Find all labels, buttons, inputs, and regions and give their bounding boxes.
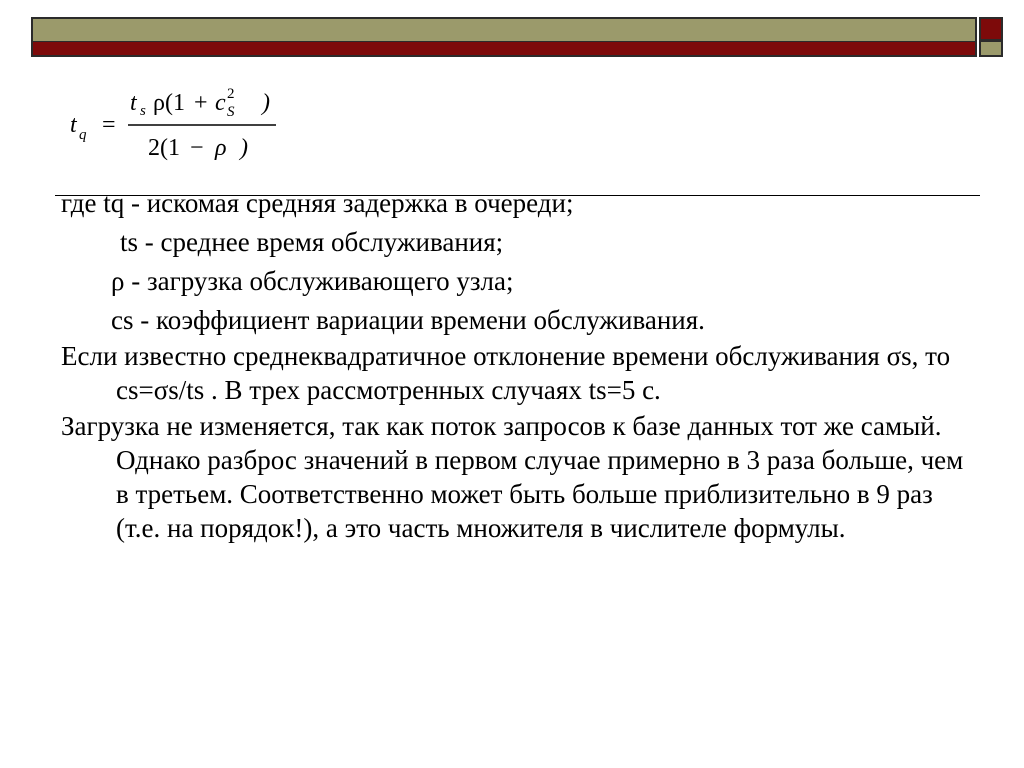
formula-den-rho: ρ	[215, 135, 227, 161]
paragraph-load: Загрузка не изменяется, так как поток запросов к базе данных тот же самый. Однако разброс значений в первом случае примерно в 3 раза больше, чем в третьем. Соответственно может быть больше приблизительно в 9 раз (т.е. на порядок!), а это часть множителя в числителе формулы.	[61, 411, 964, 543]
queue-delay-formula	[60, 82, 300, 172]
formula-svg	[60, 82, 300, 172]
formula-num-rho: ρ(1	[153, 90, 185, 116]
formula-num-t: t	[130, 90, 137, 116]
formula-num-c-sup: 2	[227, 86, 235, 102]
formula-lhs: t	[70, 112, 77, 138]
header-red-square	[979, 17, 1003, 41]
formula-num-t-sub: s	[140, 103, 146, 119]
formula-num-plus: +	[194, 90, 208, 116]
definition-rho: ρ - загрузка обслуживающего узла;	[111, 266, 514, 296]
header-olive-square	[979, 41, 1003, 57]
formula-num-c-sub: S	[227, 104, 235, 120]
paragraph-sigma: Если известно среднеквадратичное отклонение времени обслуживания σs, то cs=σs/ts . В трех рассмотренных случаях ts=5 с.	[61, 341, 951, 405]
formula-equals: =	[102, 112, 116, 138]
formula-den: 2(1	[148, 135, 180, 161]
definition-cs: cs - коэффициент вариации времени обслуживания.	[111, 305, 705, 335]
formula-lhs-sub: q	[79, 127, 87, 143]
slide-body	[61, 186, 981, 545]
formula-den-close: )	[240, 135, 248, 161]
formula-num-c: c	[215, 90, 226, 116]
header-red-bar	[31, 41, 977, 57]
formula-den-minus: −	[190, 135, 204, 161]
definition-ts: ts - среднее время обслуживания;	[120, 227, 504, 257]
formula-num-close: )	[262, 90, 270, 116]
definition-tq: где tq - искомая средняя задержка в очереди;	[61, 188, 574, 218]
header-olive-bar	[31, 17, 977, 41]
